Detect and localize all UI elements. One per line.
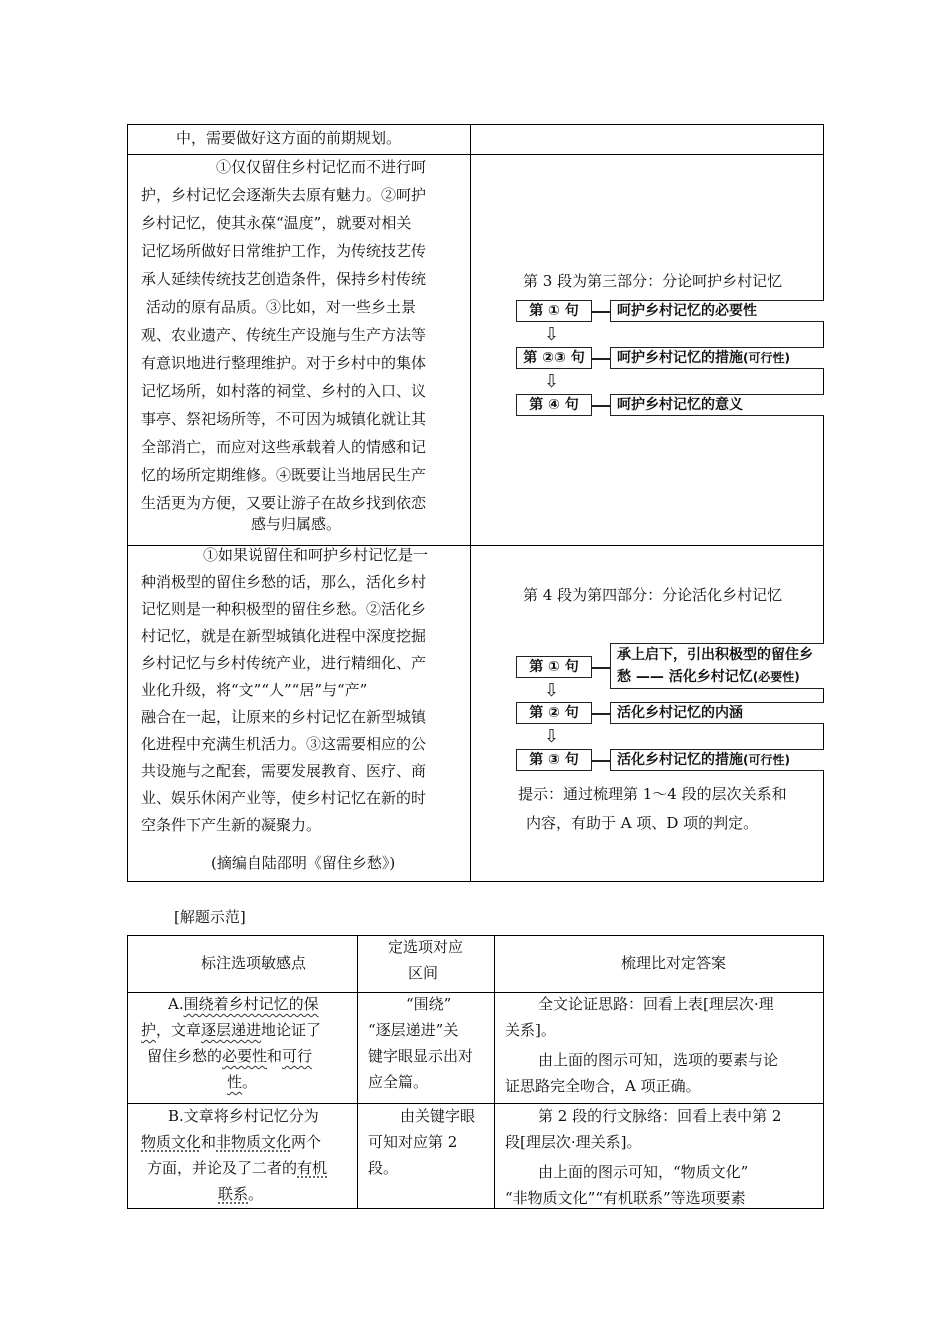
- step-description: 呵护乡村记忆的必要性: [610, 300, 824, 322]
- paragraph-3-end: 感与归属感。: [251, 515, 342, 533]
- step-box: 第 ① 句: [516, 656, 592, 678]
- down-arrow-icon: ⇩: [544, 371, 560, 392]
- step-description: 承上启下，引出积极型的留住乡 愁 —— 活化乡村记忆(必要性): [610, 643, 824, 689]
- down-arrow-icon: ⇩: [544, 726, 560, 747]
- diagram-heading: 第 3 段为第三部分：分论呵护乡村记忆: [523, 272, 783, 290]
- step-box: 第 ① 句: [516, 300, 592, 322]
- down-arrow-icon: ⇩: [544, 680, 560, 701]
- hint-text: 内容，有助于 A 项、D 项的判定。: [526, 814, 759, 832]
- table-row-0-text: 中，需要做好这方面的前期规划。: [176, 129, 402, 147]
- diagram-heading: 第 4 段为第四部分：分论活化乡村记忆: [523, 586, 783, 604]
- step-description: 活化乡村记忆的措施(可行性): [610, 749, 824, 771]
- section-label: [解题示范]: [174, 908, 246, 926]
- step-box: 第 ④ 句: [516, 394, 592, 416]
- hint-text: 提示：通过梳理第 1～4 段的层次关系和: [518, 785, 787, 803]
- column-header: 标注选项敏感点: [201, 954, 307, 972]
- column-header: 定选项对应: [388, 938, 464, 956]
- step-description: 呵护乡村记忆的意义: [610, 394, 824, 416]
- source-citation: (摘编自陆邵明《留住乡愁》): [211, 854, 396, 872]
- step-box: 第 ② 句: [516, 702, 592, 724]
- step-box: 第 ②③ 句: [516, 347, 592, 369]
- column-header: 梳理比对定答案: [621, 954, 727, 972]
- column-header: 区间: [408, 964, 439, 982]
- step-box: 第 ③ 句: [516, 749, 592, 771]
- step-description: 呵护乡村记忆的措施(可行性): [610, 347, 824, 369]
- step-description: 活化乡村记忆的内涵: [610, 702, 824, 724]
- down-arrow-icon: ⇩: [544, 324, 560, 345]
